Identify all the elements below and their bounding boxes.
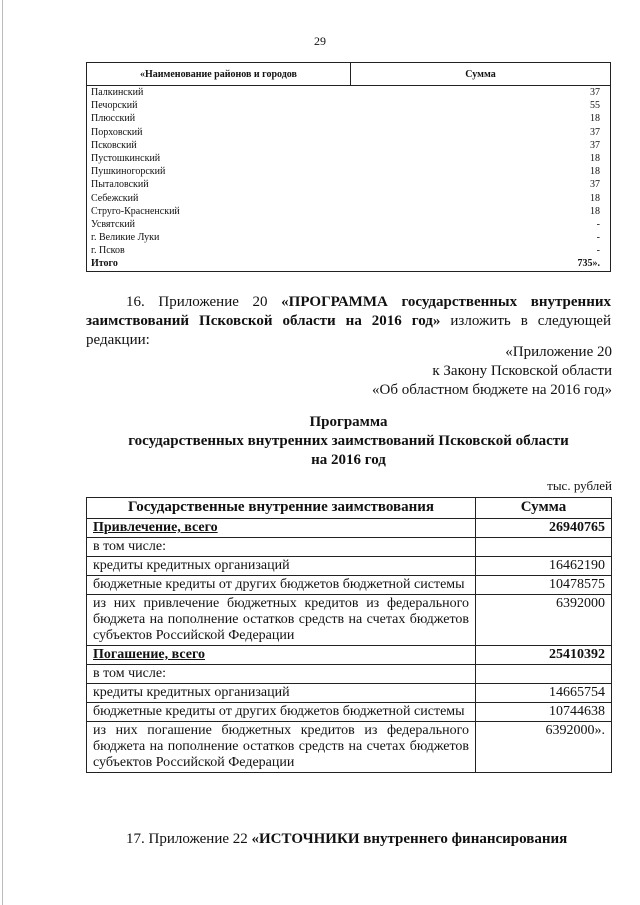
table-row (87, 165, 611, 178)
table-row (87, 139, 611, 152)
item-16-paragraph (86, 293, 611, 350)
district-sum: 37 (590, 139, 600, 151)
total-label: Итого (91, 258, 118, 270)
district-sum: 18 (590, 113, 600, 125)
table-row (87, 722, 612, 773)
appendix-reference (372, 343, 612, 400)
table-row (87, 244, 611, 257)
district-sum: 37 (590, 126, 600, 138)
appendix-line-3: «Об областном бюджете на 2016 год» (372, 382, 612, 398)
title-line-1: Программа (309, 414, 388, 430)
borrowing-sum: 10744638 (476, 703, 612, 722)
total-sum: 735». (577, 258, 600, 270)
borrowing-sum (476, 538, 612, 557)
borrowing-sum: 6392000 (476, 595, 612, 646)
district-name: Себежский (91, 192, 139, 204)
table-row (87, 576, 612, 595)
table-row (87, 205, 611, 218)
district-sum: 37 (590, 179, 600, 191)
borrowing-sum: 10478575 (476, 576, 612, 595)
borrowing-name: бюджетные кредиты от других бюджетов бюджетной системы (87, 703, 476, 722)
district-name: Порховский (91, 126, 143, 138)
item-16-prefix: 16. Приложение 20 (126, 294, 282, 310)
table-row (87, 557, 612, 576)
borrowings-table (86, 497, 612, 773)
appendix-line-2: к Закону Псковской области (432, 363, 612, 379)
table-row (87, 231, 611, 244)
item-17-bold: «ИСТОЧНИКИ внутреннего финансирования (251, 831, 568, 847)
table-row (87, 152, 611, 165)
districts-header-sum: Сумма (351, 63, 611, 86)
borrowing-sum: 6392000». (476, 722, 612, 773)
district-name: Печорский (91, 100, 138, 112)
borrowing-sum: 14665754 (476, 684, 612, 703)
borrowing-name: из них погашение бюджетных кредитов из федерального бюджета на пополнение остатков средств на счетах бюджетов субъектов Российской Федерации (87, 722, 476, 773)
item-16-bold: «ПРОГРАММА государственных внутренних заимствований Псковской области на 2016 год» (86, 294, 611, 329)
borrowings-header-sum: Сумма (476, 498, 612, 519)
total-row (87, 257, 611, 271)
district-sum: - (596, 218, 600, 230)
table-row (87, 519, 612, 538)
district-name: Пустошкинский (91, 152, 161, 164)
borrowing-name: кредиты кредитных организаций (87, 557, 476, 576)
borrowing-sum (476, 665, 612, 684)
table-row (87, 86, 611, 100)
district-name: Палкинский (91, 87, 144, 98)
district-sum: - (596, 245, 600, 257)
borrowings-table-header (87, 498, 612, 519)
borrowing-name: Погашение, всего (87, 646, 476, 665)
table-row (87, 538, 612, 557)
table-row (87, 112, 611, 125)
district-sum: - (596, 232, 600, 244)
borrowing-name: из них привлечение бюджетных кредитов из федерального бюджета на пополнение остатков средств на счетах бюджетов субъектов Российской Федерации (87, 595, 476, 646)
item-17-paragraph (86, 830, 611, 849)
district-sum: 18 (590, 166, 600, 178)
table-row (87, 665, 612, 684)
district-name: Пыталовский (91, 179, 149, 191)
table-row (87, 178, 611, 191)
page-number: 29 (314, 34, 326, 48)
borrowing-name: кредиты кредитных организаций (87, 684, 476, 703)
table-row (87, 703, 612, 722)
table-row (87, 99, 611, 112)
borrowing-name: Привлечение, всего (87, 519, 476, 538)
borrowing-sum: 16462190 (476, 557, 612, 576)
table-row (87, 684, 612, 703)
item-17-prefix: 17. Приложение 22 (126, 831, 252, 847)
district-sum: 18 (590, 205, 600, 217)
table-row (87, 646, 612, 665)
district-name: Струго-Красненский (91, 205, 180, 217)
scan-edge-line (2, 0, 3, 905)
appendix-line-1: «Приложение 20 (505, 344, 612, 360)
borrowings-header-name: Государственные внутренние заимствования (87, 498, 476, 519)
item-16-suffix: изложить в следующей редакции: (86, 313, 611, 348)
districts-header-name: «Наименование районов и городов (87, 63, 351, 86)
district-name: Плюсский (91, 113, 136, 125)
program-title (86, 413, 611, 470)
district-sum: 55 (590, 100, 600, 112)
units-label: тыс. рублей (547, 478, 612, 493)
borrowing-sum: 25410392 (476, 646, 612, 665)
title-line-3: на 2016 год (311, 452, 386, 468)
district-name: г. Псков (91, 245, 125, 257)
borrowing-sum: 26940765 (476, 519, 612, 538)
table-row (87, 126, 611, 139)
district-name: Усвятский (91, 218, 135, 230)
table-row (87, 192, 611, 205)
table-row (87, 218, 611, 231)
title-line-2: государственных внутренних заимствований Псковской области (128, 433, 569, 449)
district-name: Пушкиногорский (91, 166, 166, 178)
districts-table-header (87, 63, 611, 86)
borrowing-name: в том числе: (87, 538, 476, 557)
district-name: г. Великие Луки (91, 232, 160, 244)
district-sum: 18 (590, 152, 600, 164)
borrowing-name: бюджетные кредиты от других бюджетов бюджетной системы (87, 576, 476, 595)
district-sum: 18 (590, 192, 600, 204)
districts-table (86, 62, 611, 272)
district-sum: 37 (590, 87, 600, 98)
table-row (87, 595, 612, 646)
district-name: Псковский (91, 139, 137, 151)
borrowing-name: в том числе: (87, 665, 476, 684)
